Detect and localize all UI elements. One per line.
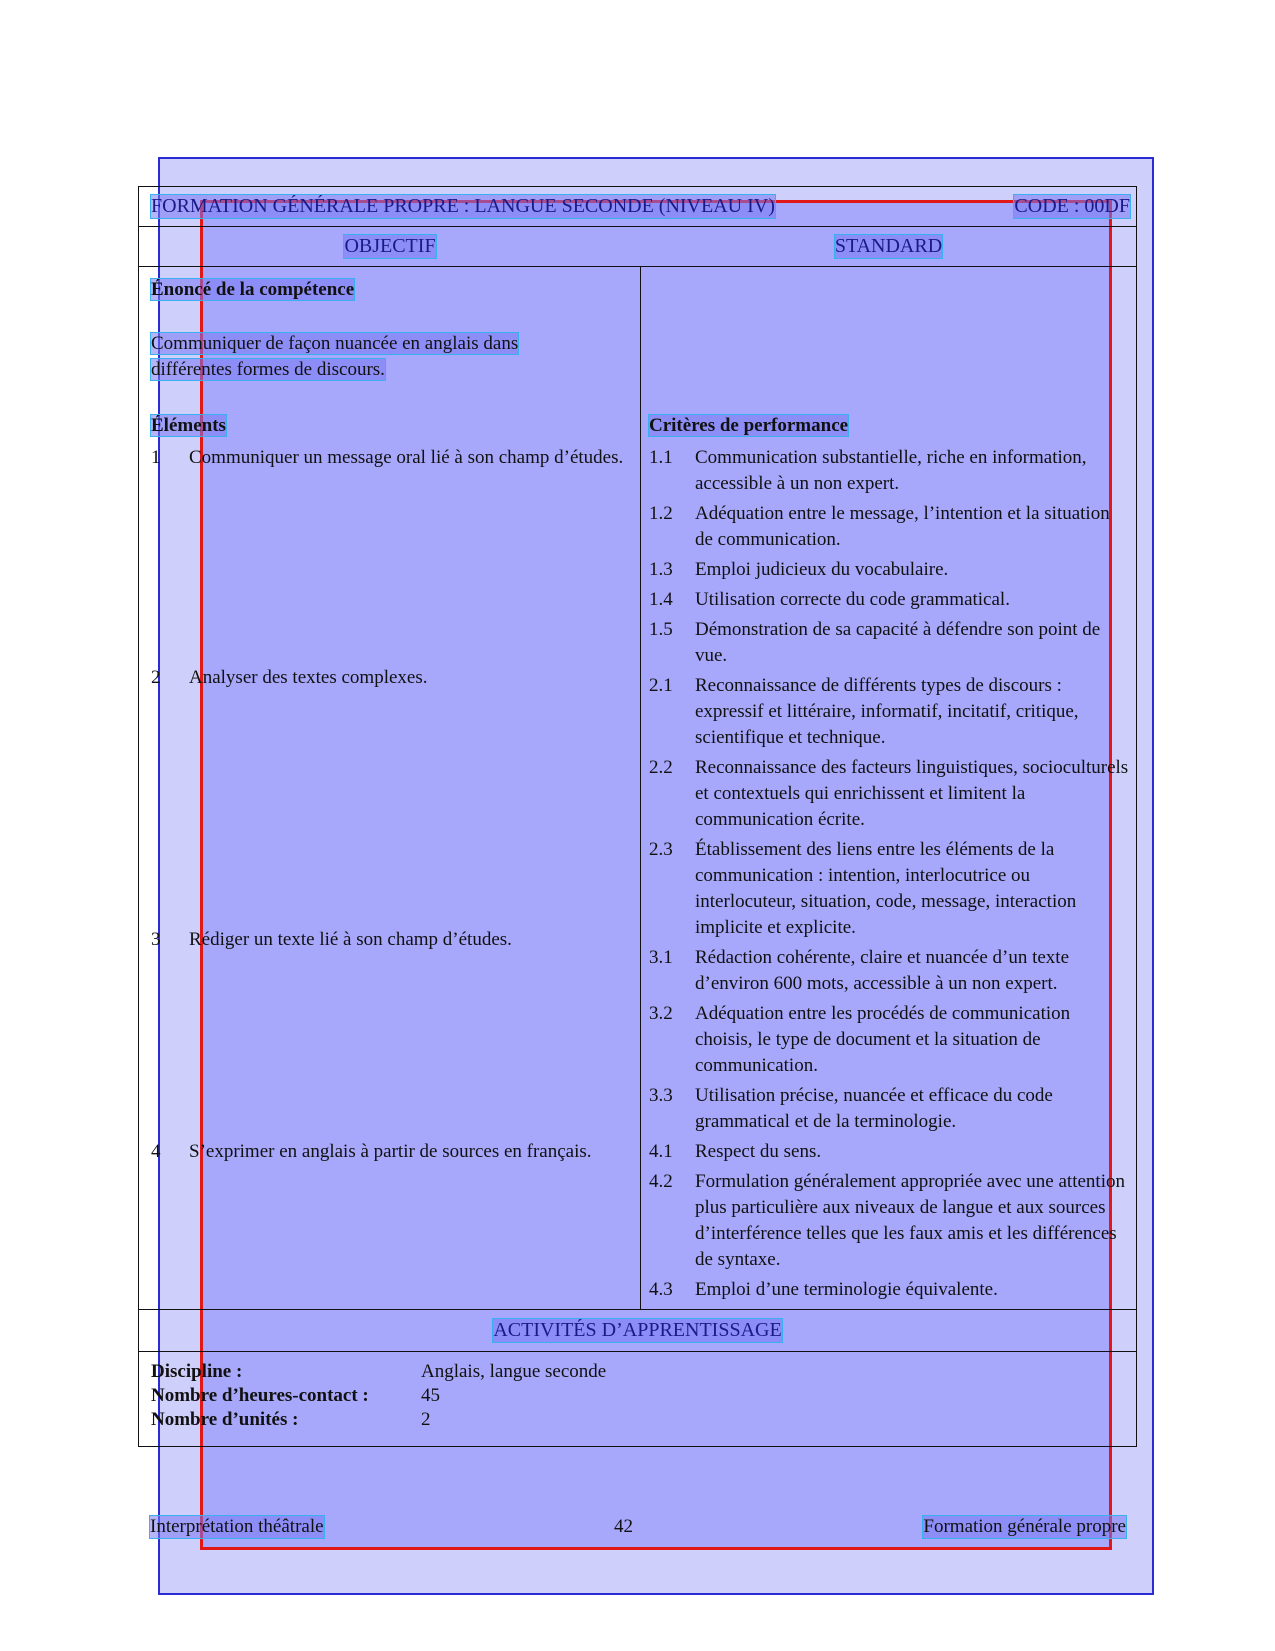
element-number: 2 [151, 667, 161, 688]
criterion-text: Reconnaissance des facteurs linguistiques, socioculturels et contextuels qui enrichissent et limitent la communication écrite. [695, 757, 1129, 830]
competency-document [138, 186, 1137, 1447]
competency-table [139, 267, 1136, 1310]
objective-column [139, 267, 641, 1309]
document-header [139, 187, 1136, 227]
document-title: FORMATION GÉNÉRALE PROPRE : LANGUE SECONDE (NIVEAU IV) [151, 195, 775, 217]
course-info [139, 1352, 1136, 1446]
criterion-number: 4.3 [649, 1279, 673, 1300]
criterion-number: 2.1 [649, 675, 673, 696]
elements-title: Éléments [151, 415, 226, 436]
criterion-1-1 [649, 445, 1130, 497]
footer-program: Interprétation théâtrale [150, 1516, 324, 1537]
criterion-text: Formulation généralement appropriée avec une attention plus particulière aux niveaux de langue et aux sources d’interférence telles que les faux amis et les différences de syntaxe. [695, 1171, 1125, 1270]
info-label: Nombre d’heures-contact : [151, 1385, 369, 1406]
info-label: Discipline : [151, 1361, 243, 1382]
standard-header: STANDARD [834, 235, 943, 257]
criterion-text: Communication substantielle, riche en information, accessible à un non expert. [695, 447, 1087, 494]
course-code: CODE : 00DF [1014, 195, 1130, 217]
page-number: 42 [613, 1516, 633, 1537]
criterion-number: 1.5 [649, 619, 673, 640]
element-text: Analyser des textes complexes. [189, 667, 428, 688]
criterion-1-5 [649, 617, 1130, 669]
criterion-1-4 [649, 587, 1130, 613]
competence-title: Énoncé de la compétence [151, 279, 355, 300]
criterion-3-1 [649, 945, 1130, 997]
element-text: Rédiger un texte lié à son champ d’études. [189, 929, 512, 950]
activities-title: ACTIVITÉS D’APPRENTISSAGE [493, 1319, 782, 1341]
info-value: 2 [421, 1409, 431, 1430]
info-value: Anglais, langue seconde [421, 1361, 607, 1382]
criterion-2-1 [649, 673, 1130, 751]
criterion-1-3 [649, 557, 1130, 583]
info-row-units [151, 1408, 1124, 1432]
info-label: Nombre d’unités : [151, 1409, 299, 1430]
criterion-3-3 [649, 1083, 1130, 1135]
criterion-text: Adéquation entre le message, l’intention et la situation de communication. [695, 503, 1110, 550]
footer-section: Formation générale propre [923, 1516, 1126, 1537]
criterion-number: 1.4 [649, 589, 673, 610]
criterion-text: Respect du sens. [695, 1141, 822, 1162]
page-footer [150, 1516, 1126, 1538]
element-4 [151, 1139, 640, 1295]
objective-header: OBJECTIF [344, 235, 436, 257]
competence-statement: Communiquer de façon nuancée en anglais dans différentes formes de discours. [151, 333, 519, 380]
element-number: 4 [151, 1141, 161, 1162]
criterion-number: 2.3 [649, 839, 673, 860]
criterion-text: Emploi judicieux du vocabulaire. [695, 559, 949, 580]
criterion-4-2 [649, 1169, 1130, 1273]
criterion-number: 1.1 [649, 447, 673, 468]
column-headers [139, 227, 1136, 267]
criterion-number: 3.1 [649, 947, 673, 968]
element-1 [151, 445, 640, 665]
criterion-text: Utilisation correcte du code grammatical. [695, 589, 1010, 610]
criterion-text: Emploi d’une terminologie équivalente. [695, 1279, 998, 1300]
criterion-number: 1.3 [649, 559, 673, 580]
criterion-2-2 [649, 755, 1130, 833]
criterion-number: 4.1 [649, 1141, 673, 1162]
criterion-number: 4.2 [649, 1171, 673, 1192]
criterion-text: Démonstration de sa capacité à défendre son point de vue. [695, 619, 1101, 666]
element-2 [151, 665, 640, 927]
activities-header [139, 1310, 1136, 1352]
info-row-discipline [151, 1360, 1124, 1384]
criterion-text: Utilisation précise, nuancée et efficace du code grammatical et de la terminologie. [695, 1085, 1053, 1132]
info-row-hours [151, 1384, 1124, 1408]
standard-column [641, 267, 1136, 1309]
element-text: Communiquer un message oral lié à son champ d’études. [189, 447, 624, 468]
criterion-text: Adéquation entre les procédés de communication choisis, le type de document et la situation de communication. [695, 1003, 1071, 1076]
info-value: 45 [421, 1385, 440, 1406]
criterion-text: Reconnaissance de différents types de discours : expressif et littéraire, informatif, incitatif, critique, scientifique et technique. [695, 675, 1079, 748]
criterion-2-3 [649, 837, 1130, 941]
criterion-number: 2.2 [649, 757, 673, 778]
element-3 [151, 927, 640, 1139]
criterion-3-2 [649, 1001, 1130, 1079]
criterion-number: 3.3 [649, 1085, 673, 1106]
element-number: 1 [151, 447, 161, 468]
element-number: 3 [151, 929, 161, 950]
criterion-text: Rédaction cohérente, claire et nuancée d’un texte d’environ 600 mots, accessible à un non expert. [695, 947, 1069, 994]
criterion-4-3 [649, 1277, 1130, 1303]
criterion-text: Établissement des liens entre les éléments de la communication : intention, interlocutrice ou interlocuteur, situation, code, message, interaction implicite et explicite. [695, 839, 1077, 938]
criterion-number: 3.2 [649, 1003, 673, 1024]
criteria-title: Critères de performance [649, 415, 849, 436]
element-text: S’exprimer en anglais à partir de sources en français. [189, 1141, 592, 1162]
criterion-1-2 [649, 501, 1130, 553]
criterion-number: 1.2 [649, 503, 673, 524]
criterion-4-1 [649, 1139, 1130, 1165]
